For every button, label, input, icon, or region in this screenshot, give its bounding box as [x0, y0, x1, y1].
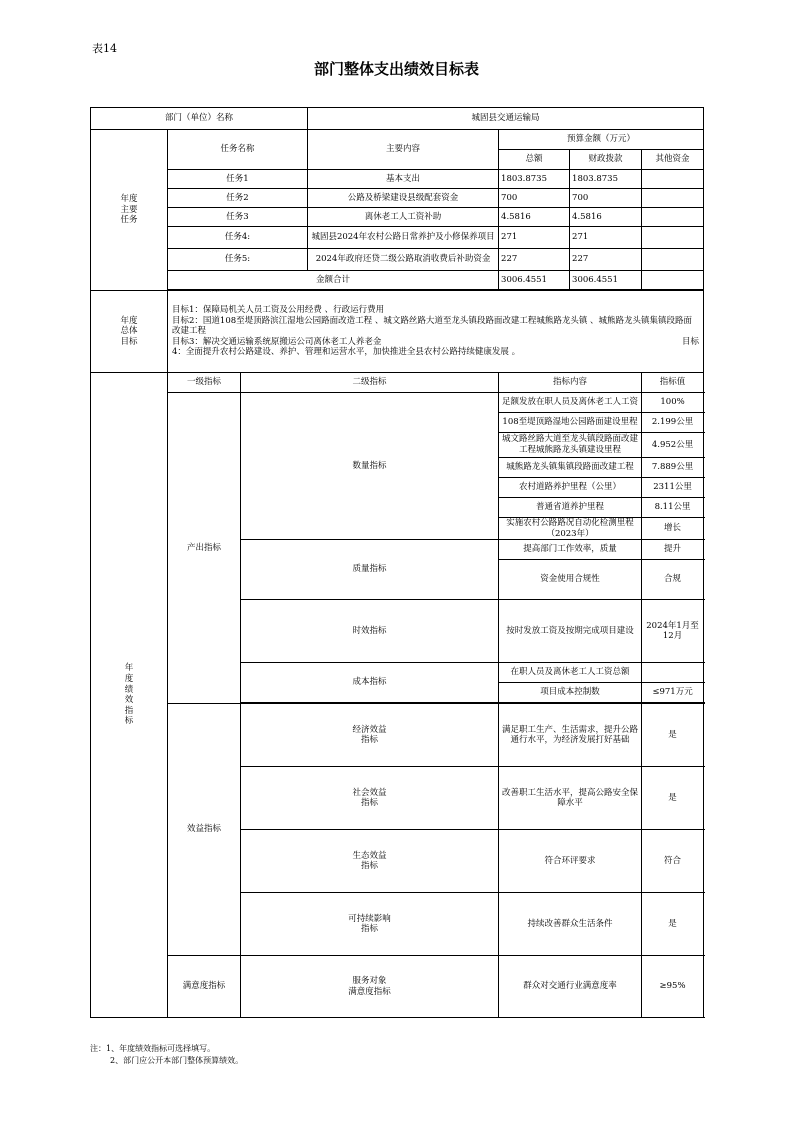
task-other	[642, 227, 704, 249]
indicator-content: 城文路丝路大道至龙头镇段路面改建工程城熊路龙头镇建设里程	[499, 433, 642, 458]
indicator-content: 城熊路龙头镇集镇段路面改建工程	[499, 458, 642, 478]
benefit-l2: 可持续影响 指标	[241, 893, 499, 956]
task-fiscal: 227	[570, 249, 642, 271]
benefit-label: 效益指标	[168, 704, 241, 956]
footnote-1: 注：1、年度绩效指标可选择填写。	[90, 1044, 216, 1053]
indicators-header-row	[91, 373, 704, 393]
task-name: 任务4:	[168, 227, 308, 249]
task-content: 基本支出	[308, 170, 499, 189]
task-content: 离休老工人工资补助	[308, 208, 499, 227]
col-budget: 预算金额（万元）	[499, 130, 704, 150]
task-other	[642, 170, 704, 189]
task-total: 700	[499, 189, 570, 208]
indicator-content: 资金使用合规性	[499, 560, 642, 600]
sum-other	[642, 271, 704, 290]
goal-4: 4：全面提升农村公路建设、养护、管理和运营水平，加快推进全县农村公路持续健康发展 。	[172, 347, 521, 358]
indicator-value: 是	[642, 767, 704, 830]
sum-total: 3006.4551	[499, 271, 570, 290]
task-content: 公路及桥梁建设县级配套资金	[308, 189, 499, 208]
footnote-2: 2、部门应公开本部门整体预算绩效。	[110, 1056, 244, 1066]
goal-3: 目标3：解决交通运输系统原搬运公司离休老工人养老金	[172, 336, 382, 347]
output-label: 产出指标	[168, 393, 241, 704]
timeliness-label: 时效指标	[241, 600, 499, 663]
indicator-value: 提升	[642, 540, 704, 560]
indicator-content: 108至堤顶路湿地公园路面建设里程	[499, 413, 642, 433]
task-row	[91, 189, 704, 208]
task-row	[91, 208, 704, 227]
col-total: 总额	[499, 150, 570, 170]
performance-table	[90, 107, 704, 1018]
col-task-name: 任务名称	[168, 130, 308, 170]
col-fiscal: 财政拨款	[570, 150, 642, 170]
indicator-content: 按时发放工资及按期完成项目建设	[499, 600, 642, 663]
task-other	[642, 249, 704, 271]
dept-row	[91, 108, 704, 130]
sum-fiscal: 3006.4551	[570, 271, 642, 290]
task-fiscal: 4.5816	[570, 208, 642, 227]
indicators-section-label: 年 度 绩 效 指 标	[91, 373, 168, 1018]
task-name: 任务1	[168, 170, 308, 189]
tasks-section-label: 年度 主要 任务	[91, 130, 168, 291]
table-number: 表14	[92, 42, 117, 55]
quality-label: 质量指标	[241, 540, 499, 600]
indicator-value: 合规	[642, 560, 704, 600]
indicator-content: 改善职工生活水平，提高公路安全保障水平	[499, 767, 642, 830]
indicator-content: 持续改善群众生活条件	[499, 893, 642, 956]
task-fiscal: 271	[570, 227, 642, 249]
indicator-value: 2311公里	[642, 478, 704, 498]
indicator-value: 是	[642, 704, 704, 767]
indicator-content: 在职人员及离休老工人工资总额	[499, 663, 642, 683]
task-row	[91, 170, 704, 189]
goal-1: 目标1：保障局机关人员工资及公用经费 、行政运行费用	[172, 304, 385, 315]
satisfaction-label: 满意度指标	[168, 956, 241, 1018]
task-other	[642, 208, 704, 227]
indicator-value: 2.199公里	[642, 413, 704, 433]
task-content: 城固县2024年农村公路日常养护及小修保养项目	[308, 227, 499, 249]
task-name: 任务2	[168, 189, 308, 208]
col-level2: 二级指标	[241, 373, 499, 393]
indicator-content: 符合环评要求	[499, 830, 642, 893]
indicator-content: 满足职工生产、生活需求，提升公路通行水平，为经济发展打好基础	[499, 704, 642, 767]
benefit-l2: 经济效益 指标	[241, 704, 499, 767]
indicator-value: 符合	[642, 830, 704, 893]
indicator-content: 普通省道养护里程	[499, 498, 642, 518]
page-title: 部门整体支出绩效目标表	[313, 60, 479, 78]
dept-value: 城固县交通运输局	[308, 108, 704, 130]
goal-4-prefix: 目标	[682, 336, 700, 347]
indicator-content: 提高部门工作效率，质量	[499, 540, 642, 560]
cost-label: 成本指标	[241, 663, 499, 703]
task-fiscal: 700	[570, 189, 642, 208]
indicator-value: ≤971万元	[642, 683, 704, 703]
task-content: 2024年政府还贷二级公路取消收费后补助资金	[308, 249, 499, 271]
footnotes	[90, 1043, 243, 1068]
indicator-row	[91, 704, 704, 767]
task-row	[91, 249, 704, 271]
task-total: 4.5816	[499, 208, 570, 227]
indicator-value: 是	[642, 893, 704, 956]
col-task-content: 主要内容	[308, 130, 499, 170]
indicator-value: 4.952公里	[642, 433, 704, 458]
col-level1: 一级指标	[168, 373, 241, 393]
goal-2: 目标2：国道108至堤顶路滨江湿地公园路面改造工程 、城文路丝路大道至龙头镇段路面改建工程城熊路龙头镇 、城熊路龙头镇集镇段路面改建工程	[172, 315, 693, 337]
task-name: 任务5:	[168, 249, 308, 271]
indicator-content: 农村道路养护里程（公里）	[499, 478, 642, 498]
task-name: 任务3	[168, 208, 308, 227]
indicator-value: 7.889公里	[642, 458, 704, 478]
goals-row	[91, 291, 704, 373]
col-indicator-value: 指标值	[642, 373, 704, 393]
benefit-l2: 生态效益 指标	[241, 830, 499, 893]
task-sum-row	[91, 271, 704, 290]
goals-text	[168, 291, 704, 373]
quantity-label: 数量指标	[241, 393, 499, 540]
col-other: 其他资金	[642, 150, 704, 170]
indicator-content: 项目成本控制数	[499, 683, 642, 703]
indicator-value: 8.11公里	[642, 498, 704, 518]
satisfaction-l2: 服务对象 满意度指标	[241, 956, 499, 1018]
sum-label: 金额合计	[168, 271, 499, 290]
task-row	[91, 227, 704, 249]
task-total: 1803.8735	[499, 170, 570, 189]
indicator-value: 100%	[642, 393, 704, 413]
col-indicator-content: 指标内容	[499, 373, 642, 393]
task-fiscal: 1803.8735	[570, 170, 642, 189]
dept-label: 部门（单位）名称	[91, 108, 308, 130]
indicator-content: 实施农村公路路况自动化检测里程（2023年）	[499, 518, 642, 540]
indicator-row	[91, 956, 704, 1018]
goals-section-label: 年度 总体 目标	[91, 291, 168, 373]
indicator-value: ≥95%	[642, 956, 704, 1018]
indicator-value: 2024年1月至12月	[642, 600, 704, 663]
task-other	[642, 189, 704, 208]
indicator-content: 群众对交通行业满意度率	[499, 956, 642, 1018]
tasks-header-row	[91, 130, 704, 150]
task-total: 271	[499, 227, 570, 249]
benefit-l2: 社会效益 指标	[241, 767, 499, 830]
indicator-row	[91, 393, 704, 413]
indicator-content: 足额发放在职人员及离休老工人工资	[499, 393, 642, 413]
task-total: 227	[499, 249, 570, 271]
indicator-value	[642, 663, 704, 683]
indicator-value: 增长	[642, 518, 704, 540]
